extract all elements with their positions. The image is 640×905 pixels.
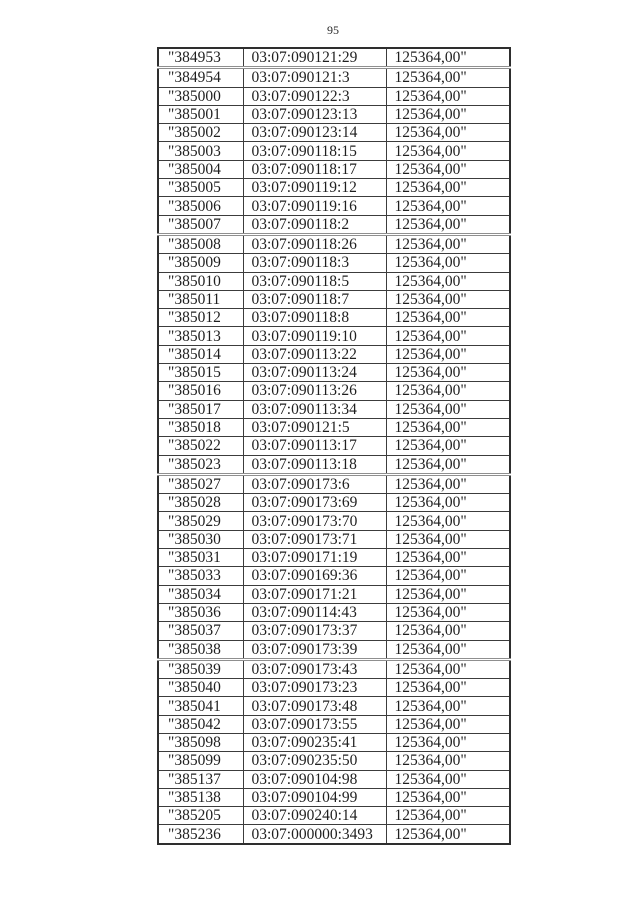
table-row [158,105,510,123]
cell-record-id: "385013 [158,327,243,345]
table-row [158,530,510,548]
cell-timestamp: 03:07:090240:14 [243,807,386,825]
table-row [158,512,510,530]
cell-record-id: "385009 [158,254,243,272]
cell-amount: 125364,00" [386,825,510,844]
cell-record-id: "385038 [158,640,243,659]
table-row [158,474,510,493]
cell-amount: 125364,00" [386,659,510,678]
page-number: 95 [327,23,339,37]
cell-record-id: "385027 [158,474,243,493]
cell-record-id: "385002 [158,124,243,142]
cell-amount: 125364,00" [386,437,510,455]
cell-amount: 125364,00" [386,197,510,215]
cell-timestamp: 03:07:090113:18 [243,455,386,474]
cell-record-id: "385010 [158,272,243,290]
cell-timestamp: 03:07:090173:69 [243,494,386,512]
cell-amount: 125364,00" [386,400,510,418]
cell-amount: 125364,00" [386,567,510,585]
cell-timestamp: 03:07:090113:26 [243,382,386,400]
cell-record-id: "385039 [158,659,243,678]
table-row [158,437,510,455]
cell-timestamp: 03:07:090118:2 [243,215,386,234]
cell-record-id: "385042 [158,715,243,733]
table-row [158,494,510,512]
data-table [157,47,511,845]
cell-record-id: "385033 [158,567,243,585]
cell-timestamp: 03:07:090169:36 [243,567,386,585]
cell-amount: 125364,00" [386,254,510,272]
cell-amount: 125364,00" [386,752,510,770]
cell-timestamp: 03:07:090173:23 [243,679,386,697]
cell-record-id: "385036 [158,603,243,621]
cell-record-id: "385005 [158,179,243,197]
table-row [158,622,510,640]
table-row [158,400,510,418]
cell-record-id: "385098 [158,733,243,751]
cell-timestamp: 03:07:090113:22 [243,345,386,363]
cell-amount: 125364,00" [386,309,510,327]
cell-amount: 125364,00" [386,474,510,493]
table-row [158,327,510,345]
cell-amount: 125364,00" [386,179,510,197]
table-row [158,733,510,751]
cell-amount: 125364,00" [386,290,510,308]
cell-record-id: "385018 [158,418,243,436]
cell-record-id: "385003 [158,142,243,160]
cell-amount: 125364,00" [386,715,510,733]
cell-timestamp: 03:07:090121:5 [243,418,386,436]
cell-amount: 125364,00" [386,215,510,234]
cell-amount: 125364,00" [386,679,510,697]
table-row [158,290,510,308]
cell-timestamp: 03:07:090118:15 [243,142,386,160]
cell-record-id: "385001 [158,105,243,123]
cell-record-id: "385031 [158,549,243,567]
cell-timestamp: 03:07:090118:3 [243,254,386,272]
cell-timestamp: 03:07:090119:16 [243,197,386,215]
table-row [158,715,510,733]
table-row [158,142,510,160]
cell-record-id: "385017 [158,400,243,418]
cell-amount: 125364,00" [386,494,510,512]
cell-record-id: "385034 [158,585,243,603]
cell-record-id: "385016 [158,382,243,400]
cell-record-id: "385040 [158,679,243,697]
cell-record-id: "385041 [158,697,243,715]
cell-record-id: "385037 [158,622,243,640]
cell-amount: 125364,00" [386,770,510,788]
cell-record-id: "385008 [158,234,243,253]
table-row [158,124,510,142]
cell-timestamp: 03:07:090173:55 [243,715,386,733]
cell-amount: 125364,00" [386,48,510,68]
cell-record-id: "384953 [158,48,243,68]
table-row [158,640,510,659]
cell-timestamp: 03:07:090235:50 [243,752,386,770]
cell-timestamp: 03:07:090113:34 [243,400,386,418]
table-row [158,825,510,844]
cell-amount: 125364,00" [386,549,510,567]
cell-record-id: "385137 [158,770,243,788]
table-row [158,87,510,105]
cell-amount: 125364,00" [386,455,510,474]
cell-timestamp: 03:07:090173:48 [243,697,386,715]
table-row [158,679,510,697]
cell-timestamp: 03:07:090119:12 [243,179,386,197]
cell-timestamp: 03:07:090171:19 [243,549,386,567]
cell-amount: 125364,00" [386,272,510,290]
cell-record-id: "384954 [158,68,243,87]
cell-timestamp: 03:07:090235:41 [243,733,386,751]
cell-timestamp: 03:07:090104:99 [243,788,386,806]
cell-timestamp: 03:07:090104:98 [243,770,386,788]
cell-record-id: "385004 [158,160,243,178]
cell-timestamp: 03:07:090173:71 [243,530,386,548]
cell-record-id: "385099 [158,752,243,770]
table-row [158,659,510,678]
cell-timestamp: 03:07:090122:3 [243,87,386,105]
cell-amount: 125364,00" [386,418,510,436]
cell-amount: 125364,00" [386,788,510,806]
cell-amount: 125364,00" [386,124,510,142]
cell-amount: 125364,00" [386,345,510,363]
cell-amount: 125364,00" [386,697,510,715]
cell-amount: 125364,00" [386,530,510,548]
cell-amount: 125364,00" [386,327,510,345]
table-body [158,48,510,844]
cell-timestamp: 03:07:090123:13 [243,105,386,123]
cell-timestamp: 03:07:090121:29 [243,48,386,68]
table-row [158,770,510,788]
table-row [158,309,510,327]
cell-timestamp: 03:07:090113:17 [243,437,386,455]
cell-amount: 125364,00" [386,512,510,530]
cell-timestamp: 03:07:090173:37 [243,622,386,640]
table-row [158,234,510,253]
cell-amount: 125364,00" [386,382,510,400]
table-row [158,179,510,197]
cell-amount: 125364,00" [386,585,510,603]
cell-record-id: "385000 [158,87,243,105]
cell-timestamp: 03:07:090118:8 [243,309,386,327]
cell-record-id: "385205 [158,807,243,825]
cell-record-id: "385015 [158,364,243,382]
cell-amount: 125364,00" [386,733,510,751]
cell-timestamp: 03:07:090113:24 [243,364,386,382]
cell-timestamp: 03:07:090173:6 [243,474,386,493]
table-row [158,345,510,363]
cell-amount: 125364,00" [386,622,510,640]
cell-timestamp: 03:07:090118:7 [243,290,386,308]
cell-record-id: "385030 [158,530,243,548]
table-row [158,549,510,567]
cell-timestamp: 03:07:090121:3 [243,68,386,87]
cell-timestamp: 03:07:090173:70 [243,512,386,530]
cell-timestamp: 03:07:090118:26 [243,234,386,253]
cell-record-id: "385029 [158,512,243,530]
table-row [158,567,510,585]
table-row [158,215,510,234]
cell-timestamp: 03:07:090173:43 [243,659,386,678]
cell-amount: 125364,00" [386,160,510,178]
cell-amount: 125364,00" [386,142,510,160]
cell-amount: 125364,00" [386,87,510,105]
cell-timestamp: 03:07:090171:21 [243,585,386,603]
cell-record-id: "385236 [158,825,243,844]
cell-timestamp: 03:07:090119:10 [243,327,386,345]
table-row [158,788,510,806]
table-row [158,585,510,603]
cell-timestamp: 03:07:090114:43 [243,603,386,621]
cell-timestamp: 03:07:090123:14 [243,124,386,142]
table-row [158,197,510,215]
cell-amount: 125364,00" [386,603,510,621]
cell-amount: 125364,00" [386,807,510,825]
cell-amount: 125364,00" [386,364,510,382]
table-row [158,807,510,825]
table-row [158,272,510,290]
cell-amount: 125364,00" [386,105,510,123]
table-row [158,418,510,436]
cell-amount: 125364,00" [386,234,510,253]
cell-amount: 125364,00" [386,68,510,87]
table-row [158,48,510,68]
table-row [158,603,510,621]
cell-record-id: "385023 [158,455,243,474]
table-row [158,697,510,715]
cell-timestamp: 03:07:090118:17 [243,160,386,178]
cell-record-id: "385138 [158,788,243,806]
cell-timestamp: 03:07:000000:3493 [243,825,386,844]
table-row [158,455,510,474]
cell-record-id: "385006 [158,197,243,215]
table-row [158,68,510,87]
cell-record-id: "385012 [158,309,243,327]
table-row [158,382,510,400]
cell-record-id: "385011 [158,290,243,308]
cell-record-id: "385007 [158,215,243,234]
cell-timestamp: 03:07:090173:39 [243,640,386,659]
cell-record-id: "385014 [158,345,243,363]
table-row [158,160,510,178]
cell-record-id: "385022 [158,437,243,455]
cell-amount: 125364,00" [386,640,510,659]
cell-record-id: "385028 [158,494,243,512]
cell-timestamp: 03:07:090118:5 [243,272,386,290]
table-row [158,752,510,770]
table-row [158,254,510,272]
table-row [158,364,510,382]
